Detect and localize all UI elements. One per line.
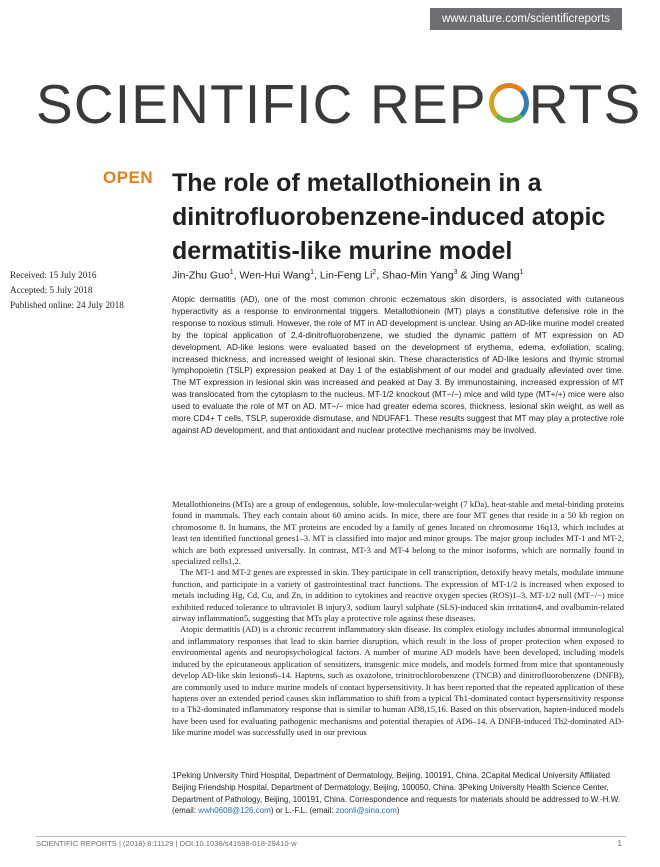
author-affiliation-marker: 3 <box>453 269 458 276</box>
masthead-ring-logo <box>489 83 527 123</box>
published-date: Published online: 24 July 2018 <box>10 300 124 310</box>
author-affiliation-marker: 1 <box>519 269 524 276</box>
page-number: 1 <box>617 839 622 848</box>
affiliations-text-end: ) <box>396 806 400 816</box>
author-list: Jin-Zhu Guo$^1$, Wen-Hui Wang$^1$, Lin-Feng Li$^2$, Shao-Min Yang$^3$ & Jing Wang$^1$ <box>172 269 524 282</box>
email-link-1[interactable]: wwh0608@126.com <box>198 806 271 816</box>
abstract: Atopic dermatitis (AD), one of the most common chronic eczematous skin disorders, is associated with cutaneous hyperactivity as a response to environmental triggers. Metallothionein (MT) plays a constitutive defensive role in the response to noxious stimuli. However, the role of MT in AD development is unclear. Using an AD-like murine model created by the topical application of 2,4-dinitrofluorobenzene, we studied the dynamic pattern of MT expression on AD development. AD-like lesions were evaluated based on the development of erythema, edema, exfoliation, scaling, increased thickness, and increased weight of lesional skin. These characteristics of AD-like lesions and thymic stromal lymphopoietin (TSLP) expression peaked at Day 1 of the establishment of our model and gradually alleviated over time. The MT expression in lesional skin was increased and peaked at Day 3. By immunostaining, increased expression of MT was translocated from the cytoplasm to the nucleus. MT-1/2 knockout (MT−/−) mice and wild type (MT+/+) mice were also used to evaluate the role of MT on AD. MT−/− mice had greater edema scores, thickness, lesional skin weight, as well as more CD4+ T cells, TSLP, superoxide dismutase, and NDUFAF1. These results suggest that MT may play a protective role against AD development, and that antioxidant and nuclear protective mechanisms may be involved. <box>172 294 624 435</box>
received-date: Received: 15 July 2016 <box>10 270 97 280</box>
author-name[interactable]: Jin-Zhu Guo <box>172 269 230 282</box>
footer-divider <box>36 836 626 837</box>
affiliations-text: 1Peking University Third Hospital, Department of Dermatology, Beijing, 100191, China. 2Capital Medical University Affiliated Beijing Friendship Hospital, Department of Dermatology, Beijing, 100050, China. 3Peking University Health Science Center, Department of Pathology, Beijing, 100191, China. Correspondence and requests for materials should be addressed to W.-H.W. (email: <box>172 771 621 816</box>
publication-dates <box>10 268 160 313</box>
author-name[interactable]: Wen-Hui Wang <box>239 269 311 282</box>
body-paragraph: Metallothioneins (MTs) are a group of endogenous, soluble, low-molecular-weight (7 kDa), heat-stable and metal-binding proteins found in mammals. They each contain about 60 amino acids. In mice, there are four MT genes that reside in a 50 kb region on chromosome 8. In humans, the MT proteins are encoded by a family of genes located on chromosome 16q13, which includes at least ten identified functional genes1–3. MT is classified into major and minor groups. The major group includes MT-1 and MT-2, which are both expressed universally. In contrast, MT-3 and MT-4 belong to the minor isoforms, which are normally found in specialized cells1,2. <box>172 499 624 567</box>
affiliations-text-mid: ) or L.-F.L. (email: <box>270 806 336 816</box>
email-link-2[interactable]: zoonli@sina.com <box>335 806 397 816</box>
author-name[interactable]: Jing Wang <box>470 269 520 282</box>
journal-url-banner[interactable]: www.nature.com/scientificreports <box>430 8 622 30</box>
author-affiliation-marker: 1 <box>229 269 234 276</box>
footer-citation: SCIENTIFIC REPORTS | (2018) 8:11129 | DOI:10.1038/s41598-018-29410-w <box>36 839 297 848</box>
article-title: The role of metallothionein in a dinitrofluorobenzene-induced atopic dermatitis-like murine model <box>172 169 606 265</box>
masthead-text-start: SCIENTIFIC REP <box>36 73 487 135</box>
journal-masthead <box>36 72 642 136</box>
author-affiliation-marker: 1 <box>310 269 315 276</box>
open-access-label: OPEN <box>103 168 154 187</box>
article-body <box>172 499 624 739</box>
body-paragraph: Atopic dermatitis (AD) is a chronic recurrent inflammatory skin disease. Its complex etiology includes abnormal immunological and inflammatory responses that lead to skin barrier disruption, which result in the loss of proper protection when exposed to environmental agents and neuropsychological factors. A number of murine AD models have been developed, including models induced by the epicutaneous application of sensitizers, transgenic mice models, and models formed from mice that spontaneously develop AD-like skin lesions6–14. Haptens, such as oxazolone, trinitrochlorobenzene (TNCB) and dinitrofluorobenzene (DNFB), are commonly used to induce murine models of contact hypersensitivity. It has been reported that the repeated application of these haptens over an extended period causes skin inflammation to shift from a typical Th1-dominated contact hypersensitivity response to a Th2-dominated inflammatory response that is similar to human AD8,15,16. Based on this observation, hapten-induced models have been used for evaluating pathogenic mechanisms and potential therapies of AD6–14. A DNFB-induced Th2-dominated AD-like murine model was successfully used in our previous <box>172 624 624 738</box>
masthead-text-end: RTS <box>528 73 642 135</box>
author-name[interactable]: Shao-Min Yang <box>382 269 454 282</box>
body-paragraph: The MT-1 and MT-2 genes are expressed in skin. They participate in cell transcription, detoxify heavy metals, modulate immune function, and participate in a variety of gastrointestinal tract functions. The expression of MT-1/2 is increased when exposed to metals including Hg, Cd, Cu, and Zn, in addition to cytokines and reactive oxygen species (ROS)1–3. MT-1/2 null (MT−/−) mice exhibited reduced tolerance to ultraviolet B injury3, sodium lauryl sulphate (SLS)-induced skin irritation4, and ovalbumin-related airway inflammation5, suggesting that MTs play a protective role against these diseases. <box>172 567 624 624</box>
accepted-date: Accepted: 5 July 2018 <box>10 285 93 295</box>
affiliations <box>172 770 624 817</box>
author-affiliation-marker: 2 <box>372 269 377 276</box>
author-name[interactable]: Lin-Feng Li <box>319 269 373 282</box>
